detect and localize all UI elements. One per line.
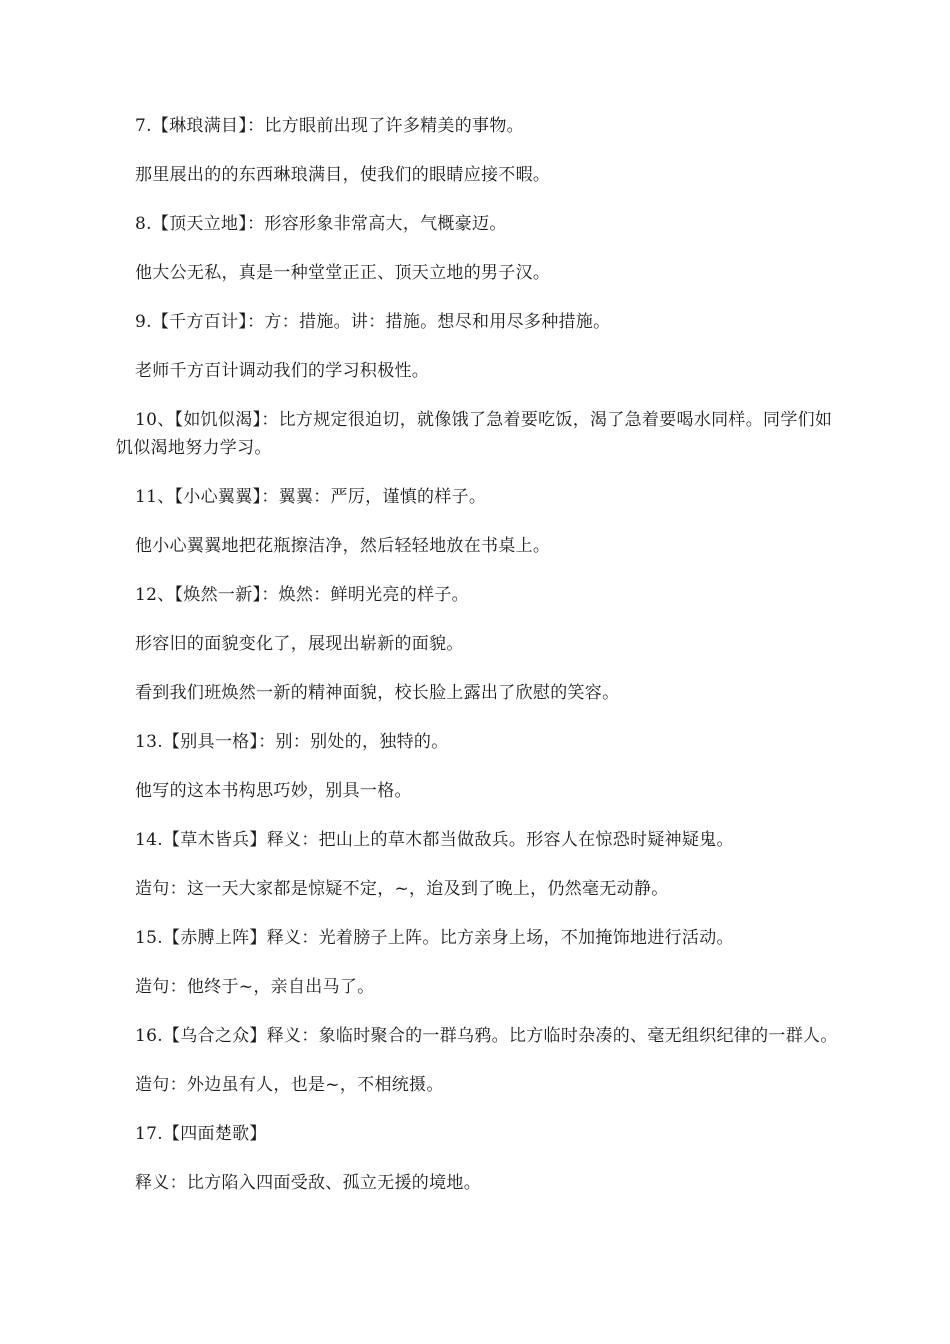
idiom-entry-10: 10、【如饥似渴】：比方规定很迫切，就像饿了急着要吃饭，渴了急着要喝水同样。同学们如饥似渴地努力学习。 [116,410,833,458]
example-sentence-15: 造句：他终于~，亲自出马了。 [135,977,375,997]
example-sentence-8: 他大公无私，真是一种堂堂正正、顶天立地的男子汉。 [135,263,551,283]
idiom-entry-8: 8.【顶天立地】：形容形象非常高大，气概豪迈。 [135,214,507,234]
example-sentence-12: 看到我们班焕然一新的精神面貌，校长脸上露出了欣慰的笑容。 [135,683,620,703]
idiom-entry-9: 9.【千方百计】：方：措施。讲：措施。想尽和用尽多种措施。 [135,312,611,332]
definition-12: 形容旧的面貌变化了，展现出崭新的面貌。 [135,634,464,654]
definition-17: 释义：比方陷入四面受敌、孤立无援的境地。 [135,1173,481,1193]
example-sentence-16: 造句：外边虽有人，也是~，不相统摄。 [135,1075,444,1095]
idiom-entry-13: 13.【别具一格】：别：别处的，独特的。 [135,732,449,752]
idiom-entry-11: 11、【小心翼翼】：翼翼：严厉，谨慎的样子。 [135,487,487,507]
example-sentence-9: 老师千方百计调动我们的学习积极性。 [135,361,430,381]
idiom-entry-12: 12、【焕然一新】：焕然：鲜明光亮的样子。 [135,585,469,605]
example-sentence-7: 那里展出的的东西琳琅满目，使我们的眼睛应接不暇。 [135,165,551,185]
idiom-entry-17: 17.【四面楚歌】 [135,1124,267,1144]
idiom-entry-14: 14.【草木皆兵】释义：把山上的草木都当做敌兵。形容人在惊恐时疑神疑鬼。 [135,830,734,850]
example-sentence-14: 造句：这一天大家都是惊疑不定，~，迨及到了晚上，仍然毫无动静。 [135,879,669,899]
idiom-entry-16: 16.【乌合之众】释义：象临时聚合的一群乌鸦。比方临时杂凑的、毫无组织纪律的一群人。 [135,1026,838,1046]
example-sentence-13: 他写的这本书构思巧妙，别具一格。 [135,781,412,801]
idiom-entry-7: 7.【琳琅满目】：比方眼前出现了许多精美的事物。 [135,116,524,136]
idiom-entry-15: 15.【赤膊上阵】释义：光着膀子上阵。比方亲身上场，不加掩饰地进行活动。 [135,928,734,948]
document-body [116,112,838,1218]
example-sentence-11: 他小心翼翼地把花瓶擦洁净，然后轻轻地放在书桌上。 [135,536,551,556]
